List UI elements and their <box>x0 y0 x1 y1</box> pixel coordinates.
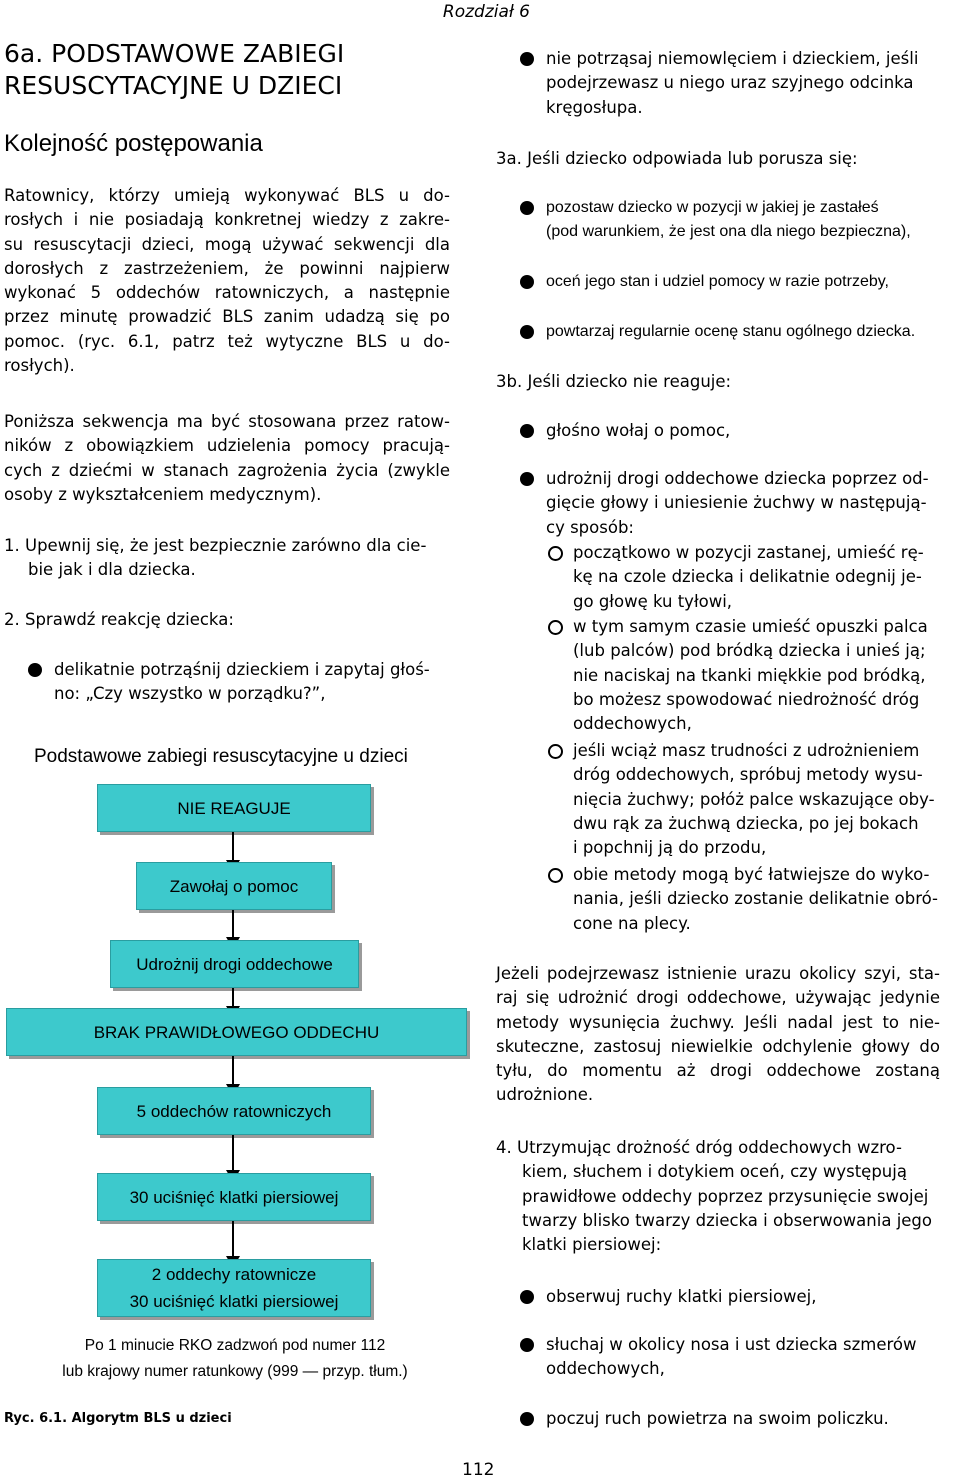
neck-injury-paragraph <box>496 962 940 1108</box>
section-title <box>4 38 344 102</box>
text-line: obserwuj ruchy klatki piersiowej, <box>546 1287 817 1306</box>
text-line: kę na czole dziecka i delikatnie odegnij je- <box>573 567 922 587</box>
text-line: pozostaw dziecko w pozycji w jakiej je zastałeś <box>546 199 879 216</box>
flowchart-box-rescue-breaths <box>97 1087 371 1135</box>
step-3a-bullet-assess <box>520 270 889 294</box>
bullet-icon <box>520 472 534 486</box>
text-line: rosłych i nie posiadają konkretnej wiedzy z zakre- <box>4 210 450 230</box>
text-line: obie metody mogą być łatwiejsze do wyko- <box>573 865 930 884</box>
flow-arrow <box>232 988 234 1006</box>
step-4-bullet-feel <box>520 1407 889 1431</box>
text-line: nie naciskaj na tkanki miękkie pod bródką, <box>573 665 926 685</box>
flow-arrow <box>232 832 234 860</box>
text-line: pomoc. (ryc. 6.1, patrz też wytyczne BLS u do- <box>4 331 450 351</box>
text-line: metody wysunięcia żuchwy. Jeśli nadal jest to nie- <box>496 1012 940 1032</box>
step-3b: 3b. Jeśli dziecko nie reaguje: <box>496 372 732 391</box>
text-line: słuchaj w okolicy nosa i ust dziecka szmerów <box>546 1335 917 1354</box>
text-line: 1. Upewnij się, że jest bezpiecznie zarówno dla cie- <box>4 536 427 555</box>
figure-caption: Ryc. 6.1. Algorytm BLS u dzieci <box>4 1411 232 1426</box>
box-label: Udrożnij drogi oddechowe <box>136 954 333 974</box>
text-line: nięcia żuchwy; połóż palce wskazujące oby- <box>573 789 935 809</box>
sub-bullet-icon <box>548 868 563 883</box>
flowchart-box-no-response <box>97 784 371 832</box>
text-line: no: „Czy wszystko w porządku?”, <box>54 684 326 704</box>
text-line: osoby z wykształceniem medycznym). <box>4 484 322 504</box>
flowchart-box-cycle <box>97 1259 371 1317</box>
bullet-icon <box>520 325 534 339</box>
step-2-bullet <box>28 658 430 707</box>
note-line: lub krajowy numer ratunkowy (999 — przyp. tłum.) <box>62 1363 408 1380</box>
text-line: oddechowych, <box>546 1359 665 1379</box>
flowchart-box-open-airway <box>110 940 359 988</box>
sub-bullet-icon <box>548 546 563 561</box>
flow-arrow <box>232 1056 234 1084</box>
sub-bullet-icon <box>548 744 563 759</box>
bullet-icon <box>520 275 534 289</box>
section-title-line: 6a. PODSTAWOWE ZABIEGI <box>4 39 345 68</box>
step-1 <box>4 534 450 583</box>
text-line: jeśli wciąż masz trudności z udrożnieniem <box>573 741 920 760</box>
flowchart-box-call-help <box>136 862 332 910</box>
text-line: (pod warunkiem, że jest ona dla niego bezpieczna), <box>546 223 911 241</box>
text-line: twarzy blisko twarzy dziecka i obserwowania jego <box>522 1210 932 1230</box>
text-line: kręgosłupa. <box>546 97 643 117</box>
text-line: cych z dziećmi w stanach zagrożenia życia (zwykle <box>4 460 450 480</box>
step-4 <box>496 1136 940 1257</box>
step-3b-bullet-call <box>520 419 730 443</box>
text-line: nania, jeśli dziecko zostanie delikatnie obró- <box>573 889 938 909</box>
step-3a-bullet-position <box>520 196 911 245</box>
flow-arrow <box>232 910 234 937</box>
text-line: su resuscytacji dzieci, mogą używać sekwencji dla <box>4 234 450 254</box>
step-4-bullet-listen <box>520 1333 917 1382</box>
text-line: klatki piersiowej: <box>522 1235 662 1255</box>
text-line: nie potrząsaj niemowlęciem i dzieckiem, jeśli <box>546 49 919 68</box>
text-line: przez minutę prowadzić BLS zanim udadzą się po <box>4 307 450 327</box>
step-4-bullet-observe <box>520 1285 817 1309</box>
text-line: oddechowych, <box>573 714 692 734</box>
bullet-icon <box>520 52 534 66</box>
text-line: udrożnij drogi oddechowe dziecka poprzez od- <box>546 469 929 488</box>
step-2: 2. Sprawdź reakcję dziecka: <box>4 610 234 629</box>
box-label: BRAK PRAWIDŁOWEGO ODDECHU <box>93 1022 380 1042</box>
intro-paragraph <box>4 184 450 378</box>
text-line: go głowę ku tyłowi, <box>573 591 733 611</box>
bullet-icon <box>520 201 534 215</box>
step-3a-bullet-repeat <box>520 320 915 344</box>
text-line: dwu rąk za żuchwą dziecka, po jej bokach <box>573 813 919 833</box>
text-line: poczuj ruch powietrza na swoim policzku. <box>546 1409 889 1428</box>
text-line: prawidłowe oddechy poprzez przysunięcie swojej <box>522 1186 929 1206</box>
text-line: Ratownicy, którzy umieją wykonywać BLS u do- <box>4 186 450 205</box>
step-3a: 3a. Jeśli dziecko odpowiada lub porusza się: <box>496 149 858 168</box>
box-label: 30 uciśnięć klatki piersiowej <box>129 1187 339 1207</box>
text-line: głośno wołaj o pomoc, <box>546 421 731 440</box>
note-line: Po 1 minucie RKO zadzwoń pod numer 112 <box>84 1337 386 1354</box>
text-line: i popchnij ją do przodu, <box>573 838 767 858</box>
text-line: bo możesz spowodować niedrożność dróg <box>573 689 920 709</box>
text-line: początkowo w pozycji zastanej, umieść rę- <box>573 543 924 562</box>
sub-bullet-jaw-thrust <box>548 739 935 860</box>
flow-arrow <box>232 1135 234 1170</box>
box-label: 5 oddechów ratowniczych <box>136 1101 332 1121</box>
sub-bullet-chin-lift <box>548 615 928 736</box>
text-line: skuteczne, zastosuj niewielkie odchylenie głowy do <box>496 1036 940 1056</box>
sequence-paragraph <box>4 410 450 507</box>
bullet-icon <box>520 1412 534 1426</box>
text-line: podejrzewasz u niego uraz szyjnego odcinka <box>546 73 914 93</box>
step-3b-bullet-airway <box>520 467 929 540</box>
text-line: raj się udrożnić drogi oddechowe, używając jedynie <box>496 988 940 1008</box>
page-number: 112 <box>462 1460 495 1480</box>
text-line: 4. Utrzymując drożność dróg oddechowych wzro- <box>496 1138 902 1157</box>
flowchart-note <box>0 1333 470 1385</box>
text-line: rosłych). <box>4 356 75 376</box>
text-line: delikatnie potrząśnij dzieckiem i zapytaj głoś- <box>54 660 430 679</box>
flowchart-title: Podstawowe zabiegi resuscytacyjne u dzieci <box>34 746 408 767</box>
text-line: ników z obowiązkiem udzielenia pomocy pracują- <box>4 436 450 456</box>
chapter-header: Rozdział 6 <box>442 2 530 22</box>
text-line: cone na plecy. <box>573 913 691 933</box>
neck-injury-bullet <box>520 47 918 120</box>
text-line: oceń jego stan i udziel pomocy w razie potrzeby, <box>546 273 889 290</box>
text-line: Poniższa sekwencja ma być stosowana przez ratow- <box>4 412 450 431</box>
box-label: 30 uciśnięć klatki piersiowej <box>129 1292 339 1311</box>
bullet-icon <box>28 663 42 677</box>
text-line: dorosłych z zastrzeżeniem, że powinni najpierw <box>4 258 450 278</box>
text-line: powtarzaj regularnie ocenę stanu ogólnego dziecka. <box>546 323 916 340</box>
text-line: (lub palców) pod bródką dziecka i unieś ją; <box>573 641 926 661</box>
bullet-icon <box>520 1290 534 1304</box>
text-line: dróg oddechowych, spróbuj metody wysu- <box>573 765 923 785</box>
text-line: cy sposób: <box>546 517 634 537</box>
flowchart-box-compressions <box>97 1173 371 1221</box>
sub-bullet-head-tilt <box>548 541 924 614</box>
flow-arrow <box>232 1221 234 1256</box>
text-line: gięcie głowy i uniesienie żuchwy w następują- <box>546 493 927 513</box>
text-line: kiem, słuchem i dotykiem oceń, czy występują <box>522 1162 907 1182</box>
text-line: udrożnione. <box>496 1085 594 1105</box>
text-line: wykonać 5 oddechów ratowniczych, a następnie <box>4 283 450 303</box>
sub-bullet-supine <box>548 863 938 936</box>
flowchart-box-no-breathing <box>6 1008 467 1056</box>
text-line: Jeżeli podejrzewasz istnienie urazu okolicy szyi, sta- <box>496 964 940 983</box>
box-label: Zawołaj o pomoc <box>169 876 299 896</box>
bullet-icon <box>520 424 534 438</box>
box-label: NIE REAGUJE <box>177 798 291 818</box>
text-line: tyłu, do momentu aż drogi oddechowe zostaną <box>496 1061 940 1081</box>
subsection-title: Kolejność postępowania <box>4 130 263 157</box>
box-label: 2 oddechy ratownicze <box>151 1265 317 1284</box>
text-line: w tym samym czasie umieść opuszki palca <box>573 617 928 636</box>
bullet-icon <box>520 1338 534 1352</box>
sub-bullet-icon <box>548 620 563 635</box>
section-title-line: RESUSCYTACYJNE U DZIECI <box>4 71 343 100</box>
text-line: bie jak i dla dziecka. <box>28 560 196 580</box>
